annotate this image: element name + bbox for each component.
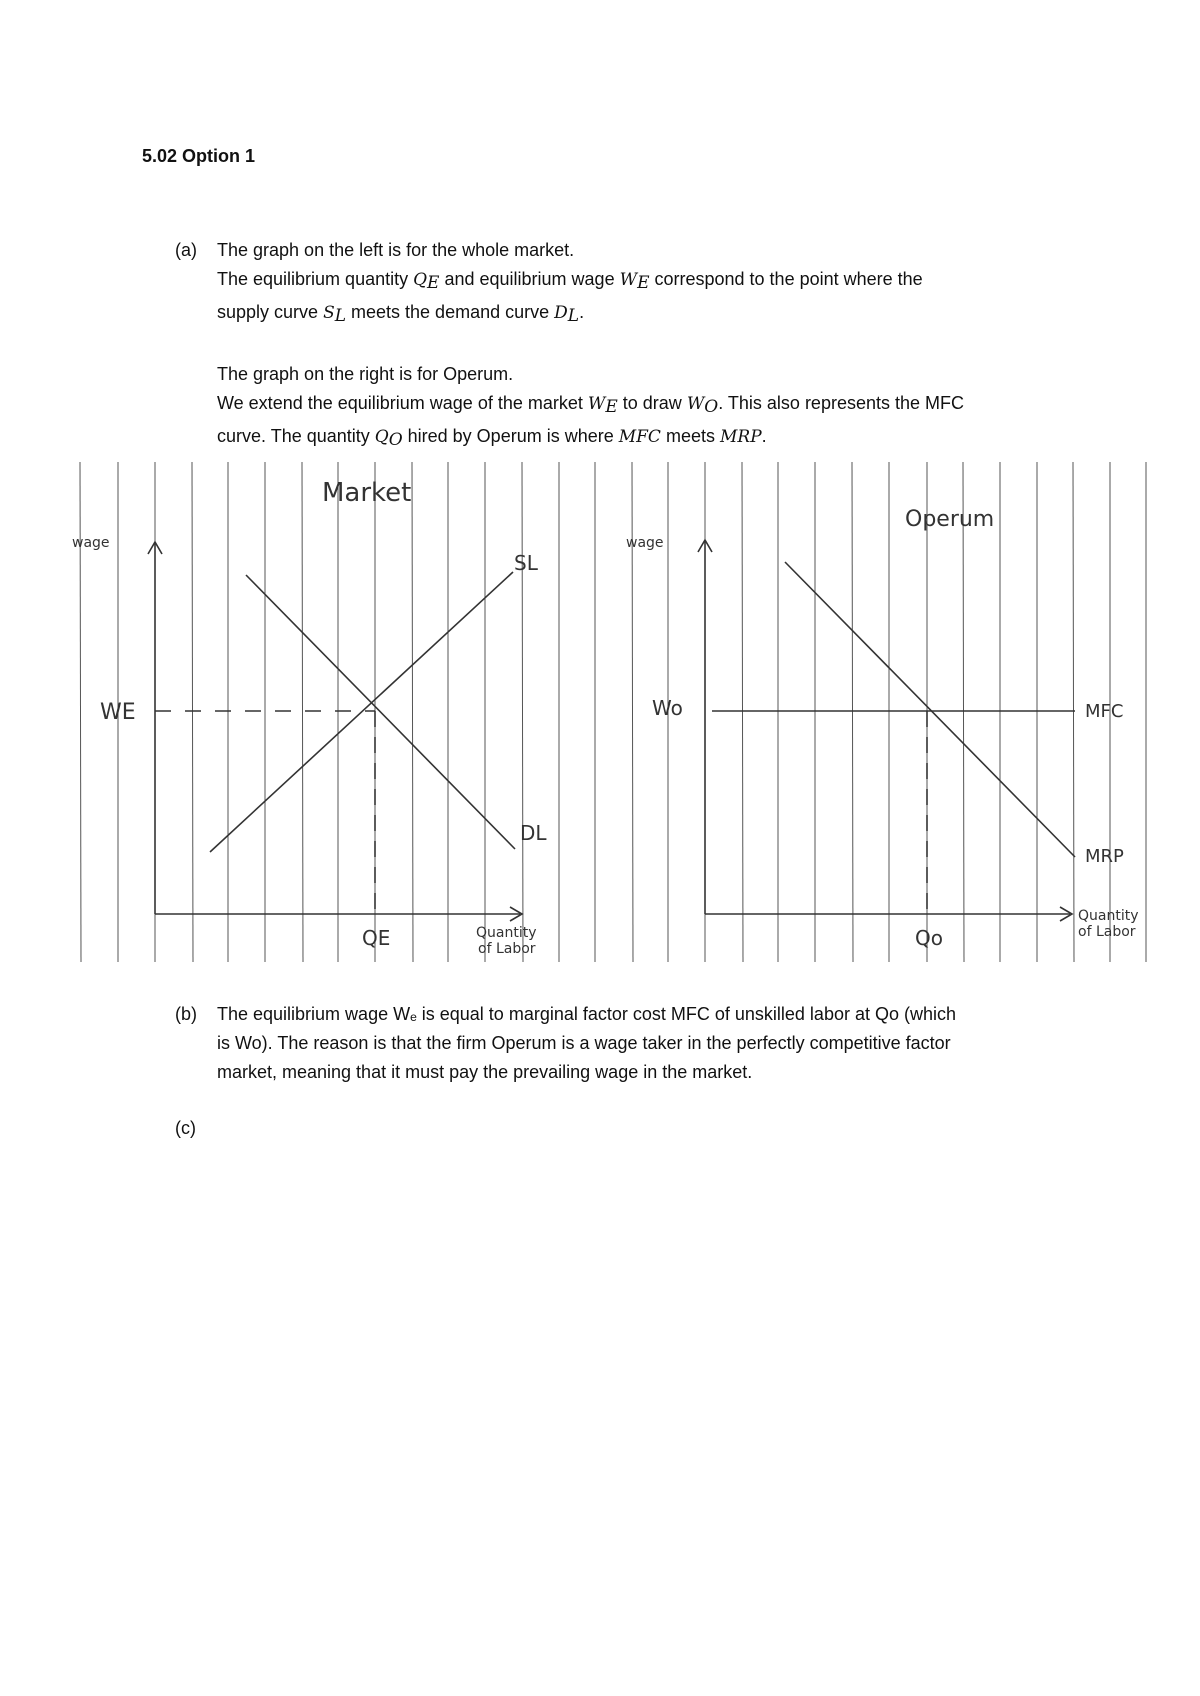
operum-x-axis-label-1: Quantity — [1078, 908, 1139, 924]
market-x-axis-label-1: Quantity — [476, 925, 537, 941]
operum-y-axis-label: wage — [626, 535, 664, 551]
market-quantity-label: QE — [362, 926, 391, 950]
part-a-marker: (a) — [175, 240, 197, 260]
part-a-line-5: We extend the equilibrium wage of the market $W_E$ to draw $W_O$. This also represents the MFC — [217, 393, 964, 417]
part-a-line-6: curve. The quantity $Q_O$ hired by Operum is where MFC meets MRP. — [217, 426, 767, 450]
ruled-line — [522, 462, 523, 962]
market-labels — [72, 478, 547, 957]
ruled-line — [852, 462, 853, 962]
market-wage-label: WE — [100, 700, 136, 725]
ruled-line — [963, 462, 964, 962]
operum-x-axis-label-2: of Labor — [1078, 924, 1136, 940]
ruled-line — [192, 462, 193, 962]
ruled-line — [412, 462, 413, 962]
part-b-line-1: The equilibrium wage Wₑ is equal to marginal factor cost MFC of unskilled labor at Qo (which — [217, 1004, 956, 1024]
hand-drawn-figure — [0, 462, 1200, 982]
ruled-line — [302, 462, 303, 962]
part-b-line-2: is Wo). The reason is that the firm Operum is a wage taker in the perfectly competitive factor — [217, 1033, 951, 1053]
part-a-line-1: The graph on the left is for the whole market. — [217, 240, 575, 260]
operum-wage-label: Wo — [652, 696, 683, 720]
operum-graph — [698, 540, 1075, 921]
part-b-line-3: market, meaning that it must pay the prevailing wage in the market. — [217, 1062, 753, 1082]
part-a-line-3: supply curve $S_L$ meets the demand curve $D_L$. — [217, 302, 585, 326]
part-b-marker: (b) — [175, 1004, 197, 1024]
market-graph — [148, 542, 522, 921]
mfc-label: MFC — [1085, 701, 1124, 722]
operum-labels — [626, 507, 1139, 950]
mrp-label: MRP — [1085, 846, 1124, 867]
part-a — [175, 236, 1077, 455]
supply-label: SL — [514, 551, 538, 575]
part-a-line-4: The graph on the right is for Operum. — [217, 364, 514, 384]
ruled-line — [1073, 462, 1074, 962]
demand-curve-dl — [246, 575, 515, 849]
market-title: Market — [322, 478, 412, 508]
operum-quantity-label: Qo — [915, 926, 943, 950]
part-b — [175, 1000, 1077, 1087]
supply-curve-sl — [210, 572, 513, 852]
section-heading: 5.02 Option 1 — [142, 146, 256, 166]
ruled-paper-lines — [80, 462, 1146, 962]
market-x-axis-label-2: of Labor — [478, 941, 536, 957]
part-c-marker: (c) — [175, 1118, 196, 1138]
demand-label: DL — [520, 821, 547, 845]
market-y-axis-label: wage — [72, 535, 110, 551]
ruled-line — [742, 462, 743, 962]
operum-title: Operum — [905, 507, 995, 532]
part-a-line-2: The equilibrium quantity $Q_E$ and equilibrium wage $W_E$ correspond to the point where the — [217, 269, 923, 293]
mrp-curve — [785, 562, 1075, 857]
